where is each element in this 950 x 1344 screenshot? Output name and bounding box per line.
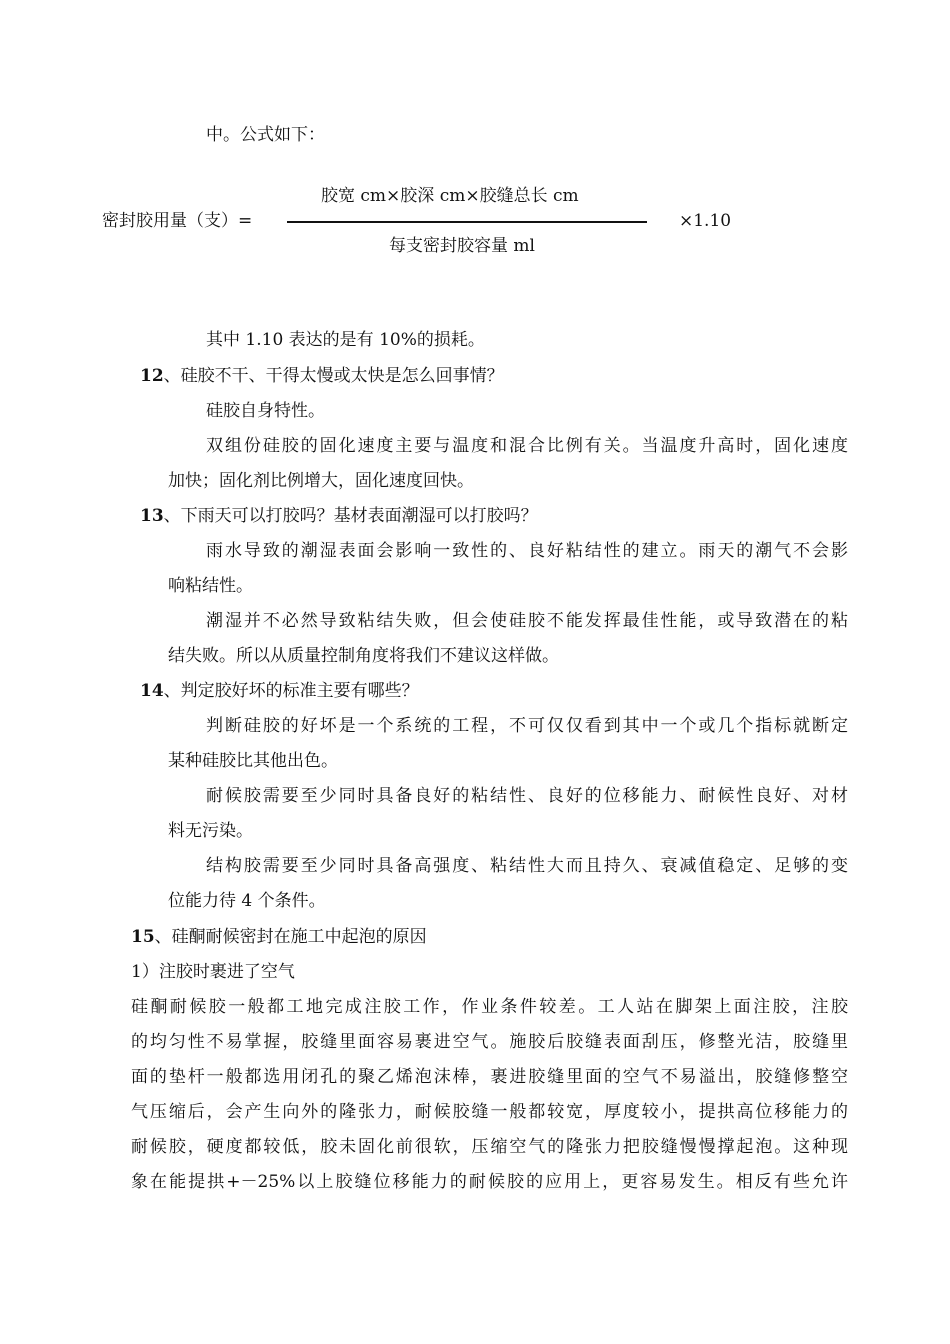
answer-text: 结构胶需要至少同时具备高强度、粘结性大而且持久、衰减值稳定、足够的变	[206, 856, 848, 876]
question-12	[140, 366, 504, 386]
answer-text: 某种硅胶比其他出色。	[168, 751, 338, 771]
question-number: 15	[131, 927, 155, 947]
question-13	[140, 506, 538, 526]
answer-text: 响粘结性。	[168, 576, 253, 596]
formula-numerator: 胶宽 cm×胶深 cm×胶缝总长 cm	[321, 186, 579, 206]
question-title: 、判定胶好坏的标准主要有哪些？	[163, 681, 419, 701]
body-line: 耐候胶，硬度都较低，胶未固化前很软，压缩空气的隆张力把胶缝慢慢撑起泡。这种现	[131, 1137, 848, 1157]
question-title: 、下雨天可以打胶吗？基材表面潮湿可以打胶吗？	[163, 506, 538, 526]
formula-multiplier: ×1.10	[679, 211, 732, 231]
body-line: 象在能提拱+－25%以上胶缝位移能力的耐候胶的应用上，更容易发生。相反有些允许	[131, 1172, 848, 1192]
answer-text: 硅胶自身特性。	[206, 401, 325, 421]
question-number: 14	[140, 681, 164, 701]
fraction-bar	[287, 221, 647, 223]
answer-text: 耐候胶需要至少同时具备良好的粘结性、良好的位移能力、耐候性良好、对材	[206, 786, 848, 806]
question-title: 、硅酮耐候密封在施工中起泡的原因	[154, 927, 427, 947]
question-14	[140, 681, 419, 701]
intro-line: 中。公式如下：	[206, 125, 325, 145]
body-line: 面的垫杆一般都选用闭孔的聚乙烯泡沫棒，裹进胶缝里面的空气不易溢出，胶缝修整空	[131, 1067, 848, 1087]
answer-text: 双组份硅胶的固化速度主要与温度和混合比例有关。当温度升高时，固化速度	[206, 436, 848, 456]
answer-text: 料无污染。	[168, 821, 253, 841]
body-line: 的均匀性不易掌握，胶缝里面容易裹进空气。施胶后胶缝表面刮压，修整光洁，胶缝里	[131, 1032, 848, 1052]
question-number: 13	[140, 506, 164, 526]
body-line: 气压缩后，会产生向外的隆张力，耐候胶缝一般都较宽，厚度较小，提拱高位移能力的	[131, 1102, 848, 1122]
subheading: 1）注胶时裹进了空气	[131, 962, 295, 982]
question-title: 、硅胶不干、干得太慢或太快是怎么回事情？	[163, 366, 504, 386]
answer-text: 结失败。所以从质量控制角度将我们不建议这样做。	[168, 646, 559, 666]
answer-text: 潮湿并不必然导致粘结失败，但会使硅胶不能发挥最佳性能，或导致潜在的粘	[206, 611, 848, 631]
answer-text: 雨水导致的潮湿表面会影响一致性的、良好粘结性的建立。雨天的潮气不会影	[206, 541, 848, 561]
answer-text: 判断硅胶的好坏是一个系统的工程，不可仅仅看到其中一个或几个指标就断定	[206, 716, 848, 736]
answer-text: 位能力待 4 个条件。	[168, 891, 326, 911]
answer-text: 加快；固化剂比例增大，固化速度回快。	[168, 471, 474, 491]
body-line: 硅酮耐候胶一般都工地完成注胶工作，作业条件较差。工人站在脚架上面注胶，注胶	[131, 997, 848, 1017]
formula-note: 其中 1.10 表达的是有 10%的损耗。	[206, 330, 485, 350]
question-15	[131, 927, 427, 947]
formula-denominator: 每支密封胶容量 ml	[389, 236, 535, 256]
question-number: 12	[140, 366, 164, 386]
formula-lhs: 密封胶用量（支）=	[102, 211, 253, 231]
